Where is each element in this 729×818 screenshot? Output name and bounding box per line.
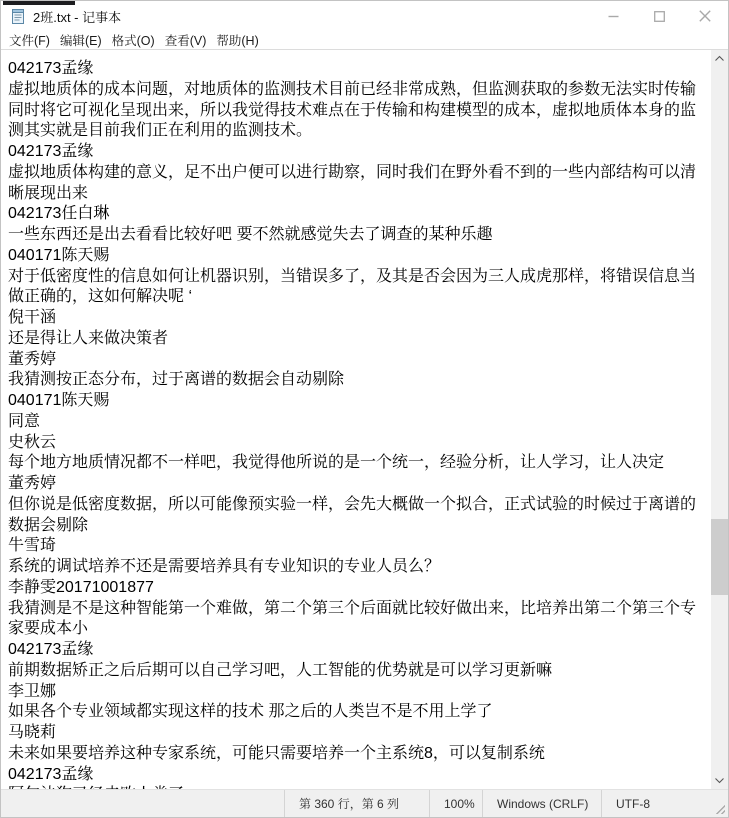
text-line: 042173孟缘 <box>8 143 94 160</box>
statusbar-corner <box>708 790 728 817</box>
text-line: 同意 <box>8 412 41 430</box>
menu-item[interactable]: 编辑(E) <box>59 33 102 48</box>
text-line: 数据会剔除 <box>8 516 89 534</box>
text-line: 李静雯20171001877 <box>8 578 154 596</box>
text-line: 如果各个专业领域都实现这样的技术 那之后的人类岂不是不用上学了 <box>8 703 493 721</box>
close-icon <box>699 10 711 22</box>
chevron-up-icon <box>715 56 724 61</box>
text-line: 040171陈天赐 <box>8 392 110 409</box>
text-line: 倪干涵 <box>8 309 57 326</box>
menu-bar <box>1 31 728 50</box>
text-line: 李卫娜 <box>8 682 57 700</box>
menu-item[interactable]: 文件(F) <box>9 33 50 48</box>
scroll-up-button[interactable] <box>711 50 728 67</box>
text-line: 董秀婷 <box>8 475 57 492</box>
text-line: 家要成本小 <box>8 620 89 638</box>
text-line: 042173任白琳 <box>8 205 110 223</box>
text-line: 系统的调试培养不还是需要培养具有专业知识的专业人员么？ <box>8 558 441 575</box>
minimize-button[interactable] <box>590 1 636 31</box>
text-line: 我猜测是不是这种智能第一个难做，第二个第三个后面就比较好做出来，比培养出第二个第三个专 <box>8 599 697 617</box>
text-line: 前期数据矫正之后后期可以自己学习吧，人工智能的优势就是可以学习更新嘛 <box>8 661 553 679</box>
minimize-icon <box>608 11 619 22</box>
resize-grip-icon[interactable] <box>714 803 725 814</box>
text-line: 但你说是低密度数据，所以可能像预实验一样，会先大概做一个拟合，正式试验的时候过于离谱的 <box>8 495 697 513</box>
close-button[interactable] <box>682 1 728 31</box>
text-line: 测其实就是目前我们正在利用的监测技术。 <box>8 122 313 140</box>
text-line: 史秋云 <box>8 433 57 451</box>
text-line: 牛雪琦 <box>8 537 57 555</box>
status-bar <box>1 789 728 817</box>
notepad-icon <box>10 8 27 25</box>
text-line: 董秀婷 <box>8 350 57 368</box>
window-controls <box>590 1 728 31</box>
vertical-scrollbar[interactable] <box>711 50 728 789</box>
chevron-down-icon <box>715 778 724 783</box>
text-line: 040171陈天赐 <box>8 246 110 264</box>
text-line: 042173孟缘 <box>8 641 94 658</box>
maximize-button[interactable] <box>636 1 682 31</box>
title-bar <box>1 1 728 31</box>
line-ending: Windows (CRLF) <box>482 790 601 817</box>
maximize-icon <box>654 11 665 22</box>
text-line: 对于低密度性的信息如何让机器识别，当错误多了，及其是否会因为三人成虎那样，将错误信息当 <box>8 267 697 285</box>
text-line: 晰展现出来 <box>8 184 89 202</box>
text-line: 042173孟缘 <box>8 60 94 77</box>
text-editor[interactable] <box>1 51 711 789</box>
text-line: 每个地方地质情况都不一样吧，我觉得他所说的是一个统一，经验分析，让人学习，让人决定 <box>8 454 665 472</box>
text-line: 同时将它可视化呈现出来，所以我觉得技术难点在于传输和构建模型的成本，虚拟地质体本身的监 <box>8 101 697 119</box>
menu-item[interactable]: 帮助(H) <box>216 33 259 48</box>
zoom-level: 100% <box>429 790 482 817</box>
text-line: 一些东西还是出去看看比较好吧 要不然就感觉失去了调查的某种乐趣 <box>8 226 493 243</box>
scrollbar-thumb[interactable] <box>711 519 728 595</box>
cursor-position: 第 360 行，第 6 列 <box>284 790 429 817</box>
menu-item[interactable]: 查看(V) <box>164 33 207 48</box>
text-line: 虚拟地质体构建的意义，足不出户便可以进行勘察，同时我们在野外看不到的一些内部结构可以清 <box>8 163 697 181</box>
text-line: 虚拟地质体的成本问题，对地质体的监测技术目前已经非常成熟，但监测获取的参数无法实时传输 <box>8 80 697 98</box>
menu-item[interactable]: 格式(O) <box>111 33 155 48</box>
text-line: 马晓莉 <box>8 724 57 741</box>
background-artifact <box>3 1 75 5</box>
text-encoding: UTF-8 <box>601 790 708 817</box>
statusbar-spacer <box>1 790 284 817</box>
text-line: 042173孟缘 <box>8 765 94 783</box>
text-line: 做正确的，这如何解决呢 ‘ <box>8 288 193 306</box>
text-line: 还是得让人来做决策者 <box>8 329 169 347</box>
text-line: 未来如果要培养这种专家系统，可能只需要培养一个主系统8，可以复制系统 <box>8 744 545 762</box>
window-title: 2班.txt - 记事本 <box>33 9 122 25</box>
scroll-down-button[interactable] <box>711 772 728 789</box>
text-line: 我猜测按正态分布，过于离谱的数据会自动剔除 <box>8 371 345 389</box>
